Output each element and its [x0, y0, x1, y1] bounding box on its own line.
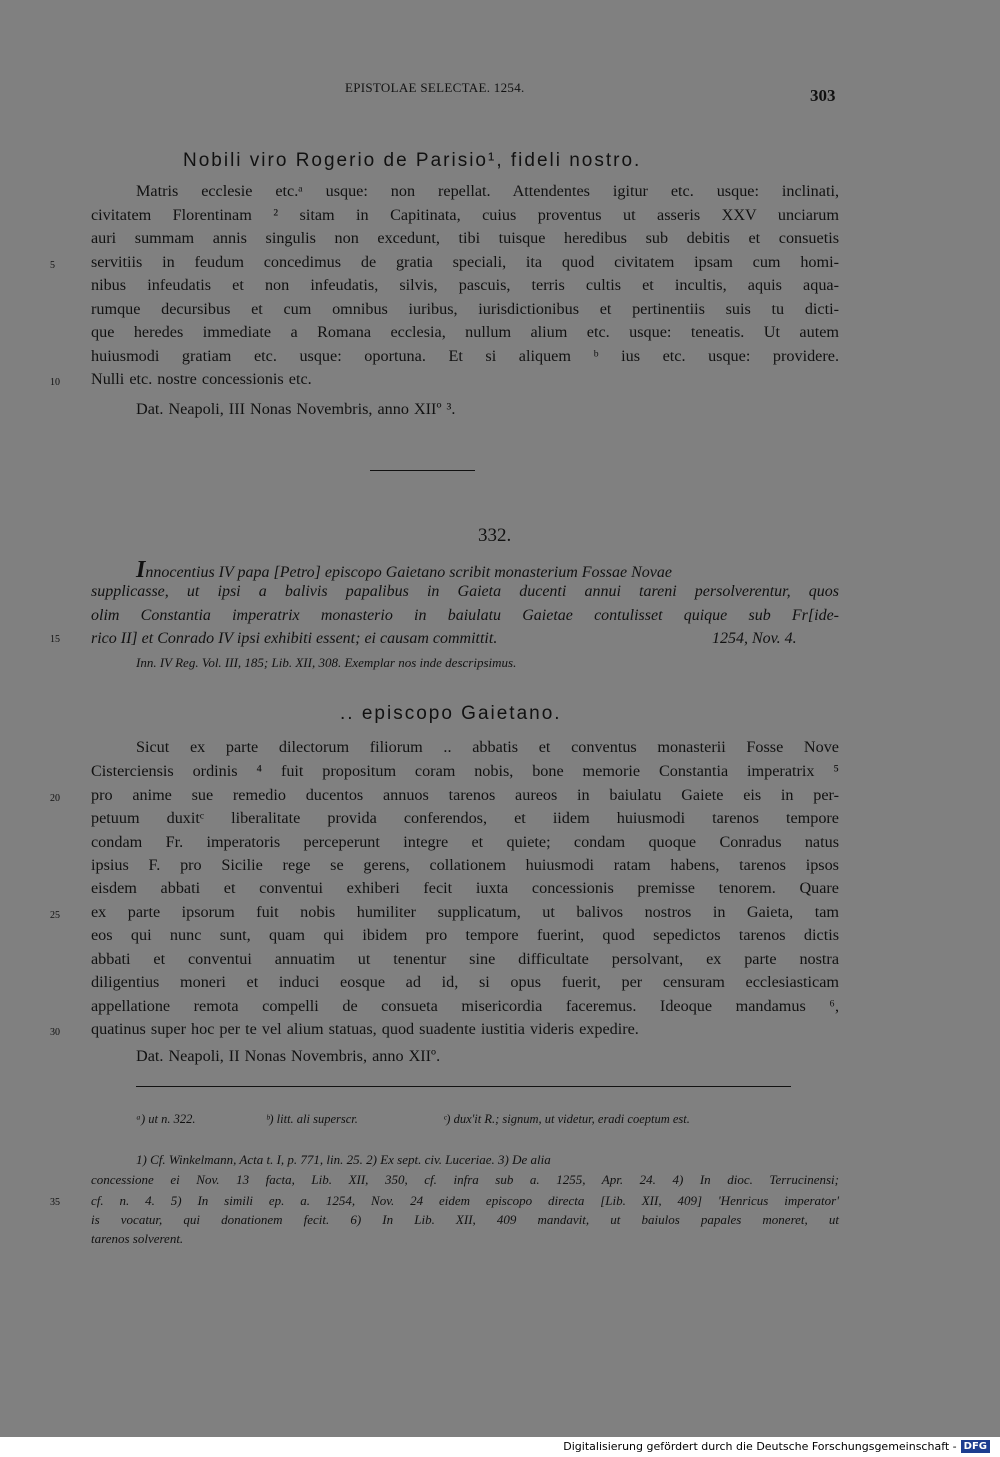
text-line: Nulli etc. nostre concessionis etc. [91, 370, 312, 388]
regest-line [136, 557, 672, 584]
dating-line: Dat. Neapoli, III Nonas Novembris, anno XIIº ³. [136, 400, 456, 418]
digitization-credit [563, 1440, 990, 1453]
drop-cap: I [136, 557, 146, 583]
text-line: eos qui nunc sunt, quam qui ibidem pro tempore fuerint, quod sepedictos tarenos dictis [91, 926, 839, 944]
text-line: que heredes immediate a Romana ecclesia, nullum alium etc. usque: teneatis. Ut autem [91, 323, 839, 341]
footnote-rule [136, 1086, 791, 1087]
line-number: 35 [50, 1197, 60, 1208]
letter-address: Nobili viro Rogerio de Parisio¹, fideli nostro. [183, 150, 642, 171]
regest-line: rico II] et Conrado IV ipsi exhibiti essent; ei causam committit. [91, 630, 498, 647]
text-line: condam Fr. imperatoris perceperunt integre et quiete; condam quoque Conradus natus [91, 833, 839, 851]
text-line: servitiis in feudum concedimus de gratia speciali, ita quod civitatem ipsam cum homi- [91, 253, 839, 271]
credit-text: Digitalisierung gefördert durch die Deutsche Forschungsgemeinschaft - [563, 1440, 957, 1453]
footnote-line: 1) Cf. Winkelmann, Acta t. I, p. 771, lin. 25. 2) Ex sept. civ. Luceriae. 3) De alia [136, 1152, 551, 1167]
page-number: 303 [810, 86, 836, 105]
text-line: ex parte ipsorum fuit nobis humiliter supplicatum, ut balivos nostros in Gaieta, tam [91, 903, 839, 921]
text-line: petuum duxitᶜ liberalitate provida conferendos, et iidem huiusmodi tarenos tempore [91, 809, 839, 827]
text-line: ipsius F. pro Sicilie rege se gerens, collationem huiusmodi ratam habens, tarenos ipsos [91, 856, 839, 874]
regest-text-first: nnocentius IV papa [Petro] episcopo Gaietano scribit monasterium Fossae Novae [145, 564, 672, 581]
running-head: EPISTOLAE SELECTAE. 1254. [345, 80, 525, 95]
dfg-logo: DFG [961, 1440, 990, 1453]
footnote-line: concessione ei Nov. 13 facta, Lib. XII, 350, cf. infra sub a. 1255, Apr. 24. 4) In dioc. Terrucinensi; [91, 1172, 839, 1187]
text-line: pro anime sue remedio ducentos annuos tarenos aureos in baiulatu Gaiete eis in per- [91, 786, 839, 804]
document-number: 332. [478, 525, 512, 546]
regest-line: supplicasse, ut ipsi a balivis papalibus in Gaieta ducenti annui tareni persolverentur, quos [91, 583, 839, 600]
line-number: 25 [50, 910, 60, 921]
line-number: 30 [50, 1027, 60, 1038]
text-line: nibus infeudatis et non infeudatis, silvis, pascuis, terris cultis et incultis, aquis aqua- [91, 276, 839, 294]
text-line: appellatione remota compelli de consueta misericordia faceremus. Ideoque mandamus ⁶, [91, 997, 839, 1015]
line-number: 10 [50, 377, 60, 388]
text-line: diligentius moneri et induci eosque ad id, si opus fuerit, per censuram ecclesiasticam [91, 973, 839, 991]
footnote-line: is vocatur, qui donationem fecit. 6) In Lib. XII, 409 mandavit, ut baiulos papales moneret, ut [91, 1212, 839, 1227]
footnote-a: ᵃ) ut n. 322. [136, 1112, 196, 1126]
footnote-b: ᵇ) litt. ali superscr. [266, 1112, 358, 1126]
footnote-line: tarenos solverent. [91, 1231, 184, 1246]
dating-line: Dat. Neapoli, II Nonas Novembris, anno XIIº. [136, 1047, 441, 1065]
section-divider [370, 470, 475, 471]
text-line: Cisterciensis ordinis ⁴ fuit propositum coram nobis, bone memorie Constantia imperatrix ⁵ [91, 762, 839, 780]
source-note: Inn. IV Reg. Vol. III, 185; Lib. XII, 308. Exemplar nos inde descripsimus. [136, 655, 517, 670]
line-number: 5 [50, 260, 55, 271]
text-line: Sicut ex parte dilectorum filiorum .. abbatis et conventus monasterii Fosse Nove [136, 738, 839, 756]
footnote-line: cf. n. 4. 5) In simili ep. a. 1254, Nov. 24 eidem episcopo directa [Lib. XII, 409] 'Henricus imperator' [91, 1193, 839, 1208]
text-line: quatinus super hoc per te vel alium statuas, quod suadente iustitia videris expedire. [91, 1020, 639, 1038]
text-line: auri summam annis singulis non excedunt, tibi tuisque heredibus sub debitis et consuetis [91, 229, 839, 247]
regest-date: 1254, Nov. 4. [712, 630, 797, 647]
text-line: abbati et conventui annuatim ut tenentur sine difficultate persolvant, ex parte nostra [91, 950, 839, 968]
line-number: 20 [50, 793, 60, 804]
line-number: 15 [50, 634, 60, 645]
text-line: huiusmodi gratiam etc. usque: oportuna. Et si aliquem ᵇ ius etc. usque: providere. [91, 347, 839, 365]
text-line: eisdem abbati et conventui exhiberi fecit iuxta concessionis premisse tenorem. Quare [91, 879, 839, 897]
text-line: Matris ecclesie etc.ᵃ usque: non repellat. Attendentes igitur etc. usque: inclinati, [136, 182, 839, 200]
text-line: civitatem Florentinam ² sitam in Capitinata, cuius proventus ut asseris XXV unciarum [91, 206, 839, 224]
footnote-c: ᶜ) dux'it R.; signum, ut videtur, eradi coeptum est. [443, 1112, 690, 1126]
text-line: rumque decursibus et cum omnibus iuribus, iurisdictionibus et pertinentiis suis tu dicti- [91, 300, 839, 318]
letter-address: .. episcopo Gaietano. [340, 703, 562, 724]
regest-line: olim Constantia imperatrix monasterio in baiulatu Gaietae contulisset quique sub Fr[ide- [91, 607, 839, 624]
